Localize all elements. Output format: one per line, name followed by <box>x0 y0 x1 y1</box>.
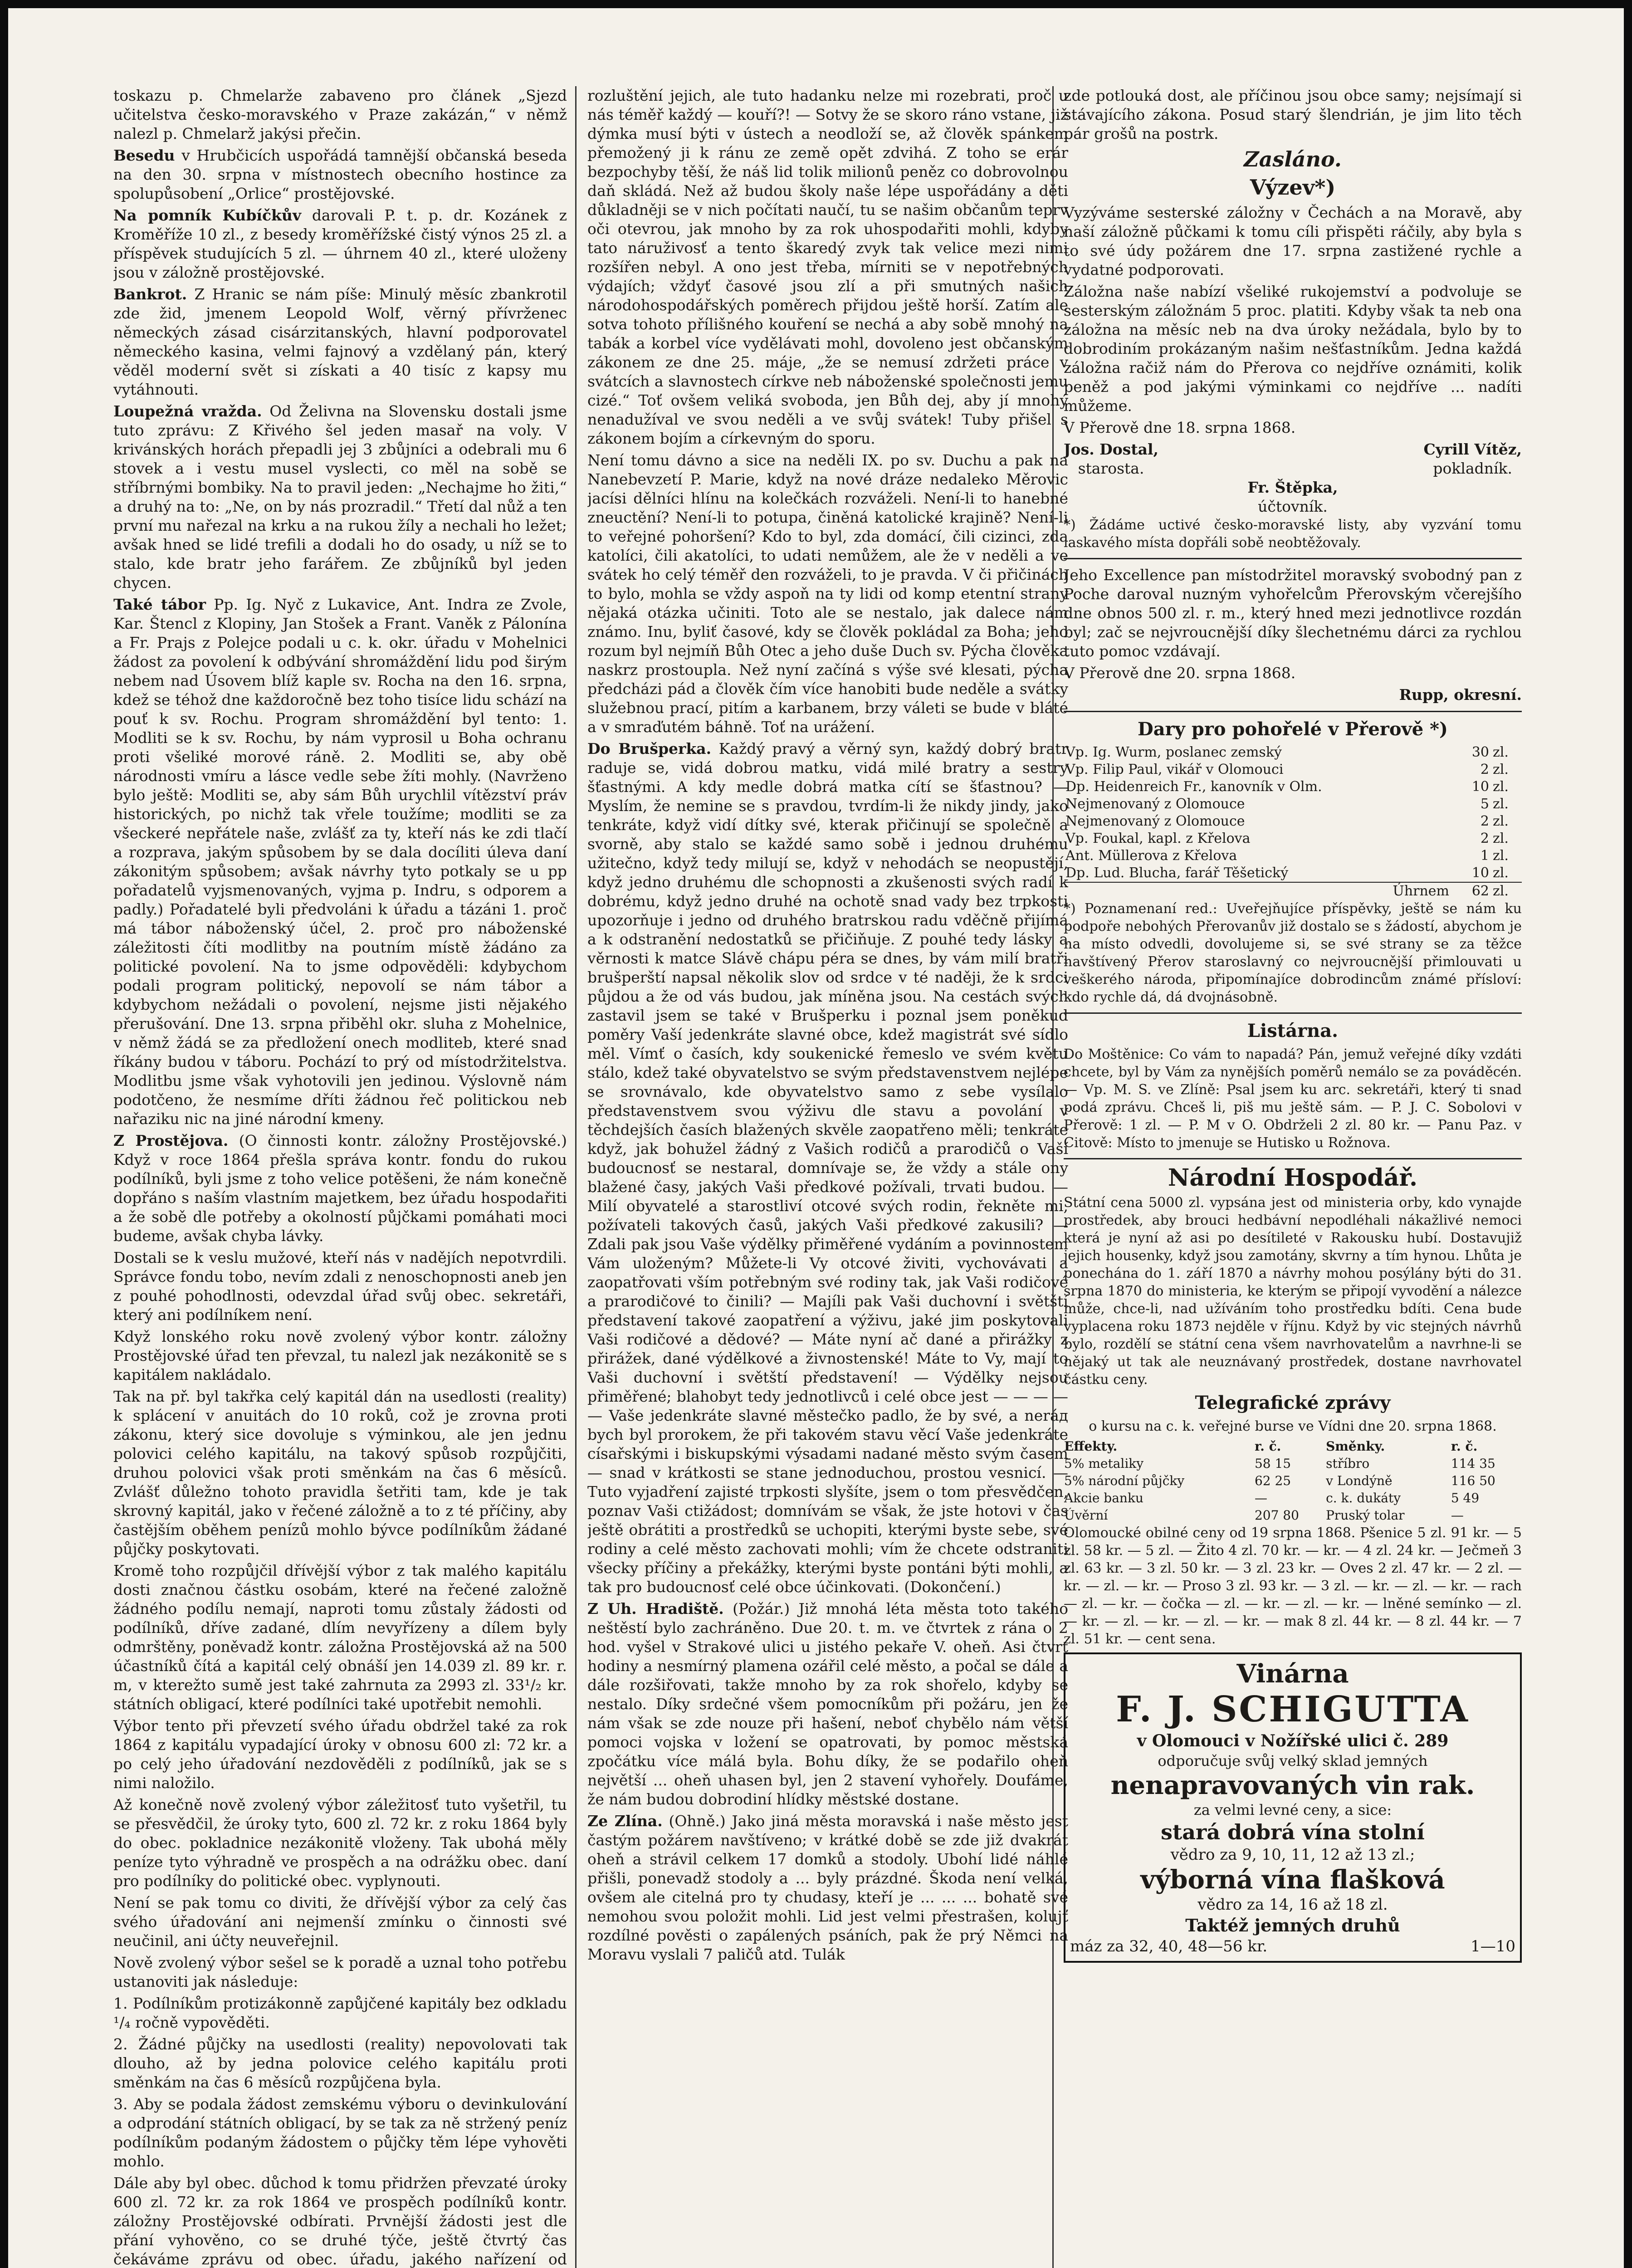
exchange-cell: 207 80 <box>1254 1508 1299 1523</box>
paragraph <box>113 1893 567 1950</box>
donor-unit: zl. <box>1493 744 1509 760</box>
bills-header: Směnky. <box>1326 1439 1385 1454</box>
telegraf-subtitle: o kursu na c. k. veřejné burse ve Vídni dne 20. srpna 1868. <box>1089 1418 1497 1434</box>
exchange-cell: Akcie banku <box>1064 1491 1143 1505</box>
paragraph-heading: Loupežná vražda. <box>113 402 262 420</box>
paragraph <box>587 1812 1068 1964</box>
exchange-cell: Úvěrní <box>1064 1508 1108 1523</box>
sig-left-name: Jos. Dostal, <box>1064 440 1159 458</box>
exchange-cell: 5 49 <box>1451 1491 1480 1505</box>
paragraph-text: rozluštění jejich, ale tuto hadanku nelze mi rozebrati, proč u nás téměř každý — kouří?! — Sotvy že se skoro ráno vstane, již dýmka musí býti v ústech a neodloží se, až člověk spánkem přemožený ji k ránu ze země opět zdvihá. Z toho se erár bezpochyby těší, že náš lid tolik milionů peněz co dobrovolnou daň skládá. Než až budou školy naše lépe uspořádány a děti důkladněji se v nich počítati naučí, tu se našim občanům teprv oči otevrou, jak mnoho by za rok uhospodařiti mohli, kdyby tato náruživosť a tento škaredý zvyk tak velice mezi nimi rozšířen nebyl. A ono jest třeba, mírniti se v nepotřebných výdajích; vždyť časové jsou zlí a při smutných našich národohospodářských poměrech přijdou ještě horší. Zatím ale sotva tohoto přílišného kouření se nechá a aby sobě mnohý na tabák a korbel více vydělávati mohl, dovoleno jest občanským zákonem ze dne 25. máje, „že se nemusí zdržeti práce v svátcích a slavnostech církve neb náboženské společnosti jemu cizé.“ Toť ovšem veliká svoboda, jen Bůh dej, aby jí mnohý nenadužíval ve svou neděli a ve svůj svátek! Tuby přišel s zákonem bojím a církevným do sporu. <box>587 87 1068 447</box>
sig-left-role: starosta. <box>1078 459 1144 477</box>
ad-line-8: Taktéž jemných druhů <box>1185 1915 1400 1936</box>
paragraph-text: Od Želivna na Slovensku dostali jsme tuto zprávu: Z Křivého šel jeden masař na voly. V krivánských horách přepadli jej 3 zbůjníci a odebrali mu 6 stovek a i vestu musel vyslecti, co měl na sobě se stříbrnými bombiky. Na to pravil jeden: „Nechajme ho žiti,“ a druhý na to: „Ne, on by nás prozradil.“ Třetí dal nůž a ten první mu nařezal na krku a na rukou žíly a nechali ho ležet; avšak hned se lidé trefili a dodali ho do osady, u níž se to stalo, kde bratr jeho farářem. Ze zbůjníků byl jeden chycen. <box>113 402 567 591</box>
ad-line-1: odporučuje svůj velký sklad jemných <box>1158 1752 1428 1769</box>
column-2 <box>587 86 1068 2268</box>
paragraph <box>113 146 567 203</box>
paragraph-heading: Besedu <box>113 147 175 164</box>
donor-name: Vp. Ig. Wurm, poslanec zemský <box>1065 744 1282 760</box>
paragraph-heading: Na pomník Kubíčkův <box>113 206 302 224</box>
ad-line-6: výborná vína flašková <box>1140 1865 1445 1895</box>
date-2: V Přerově dne 20. srpna 1868. <box>1064 664 1296 682</box>
excellence-text: Jeho Excellence pan místodržitel moravský svobodný pan z Poche daroval nuzným vyhořelcům Přerovským včerejšího dne obnos 500 zl. r. m., který hned mezi jednotlivce rozdán byl; zač se nejvroucnější díky šlechetnému dárci za rychlou tuto pomoc vzdávají. <box>1064 566 1522 660</box>
ad-number: 1—10 <box>1471 1937 1515 1955</box>
donor-unit: zl. <box>1493 848 1509 864</box>
paragraph <box>113 402 567 592</box>
paragraph-text: (Požár.) Již mnohá léta města toto takého neštěstí bylo zachráněno. Due 20. t. m. ve čtvrtek z rána o 2 hod. vyšel v Strakové ulici u jistého pekaře V. oheň. Asi čtvrt hodiny a nesmírný plamena ozářil celé město, a počal se dále a dále rozšiřovati, takže mnoho by za rok shořelo, kdyby se nestalo. Díky srdečné všem pomocníkům při požáru, jen že nám však se zde nouze při hašení, neboť chybělo nám větší pomoci vojska v ložení se opatrovati, by pomoc městská zpočátku více málá byla. Bohu díky, že se podařilo oheň největší ... oheň uhasen byl, jen 2 stavení vyhořely. Doufáme, že nám budou dobrodiní hlídky městské dostane. <box>587 1600 1068 1808</box>
paragraph <box>113 1327 567 1384</box>
paragraph <box>113 2035 567 2092</box>
donor-amt: 5 <box>1480 796 1489 812</box>
paragraph <box>587 1599 1068 1809</box>
divider <box>1064 711 1522 712</box>
donor-amt: 2 <box>1480 831 1489 846</box>
exchange-row <box>1064 1490 1522 1507</box>
paragraph-text: Nově zvolený výbor sešel se k poradě a uznal toho potřebu ustanoviti jak následuje: <box>113 1954 567 1990</box>
date-1: V Přerově dne 18. srpna 1868. <box>1064 419 1296 436</box>
paragraph-heading: Také tábor <box>113 596 206 613</box>
exchange-cell: 5% národní půjčky <box>1064 1473 1185 1488</box>
dary-heading: Dary pro pohořelé v Přerově *) <box>1138 719 1448 740</box>
paragraph-heading: Z Uh. Hradiště. <box>587 1600 724 1618</box>
exchange-table <box>1064 1438 1522 1524</box>
vyzev-text-2: Záložna naše nabízí všeliké rukojemství a podvoluje se sesterským záložnám 5 proc. platiti. Kdyby však ta neb ona záložna na měsíc neb na dva úroky nežádala, bylo by to dobrodiním prokázaným našim nešťastníkům. Jedna každá záložna račiž nám do Přerova co nejdříve oznámiti, kolik peněž a pod jakými výminkami co nejdříve ... nadíti můžeme. <box>1064 283 1522 415</box>
donor-amt: 1 <box>1480 848 1489 864</box>
paragraph-text: Z Hranic se nám píše: Minulý měsíc zbankrotil zde žid, jmenem Leopold Wolf, věrný přívrženec německých zásad cisárzitanských, hlavní podporovatel německého kasina, velmi fajnový a vzdělaný pán, který věděl moderní svět si získati a 40 tisíc z kapsy mu vytáhnouti. <box>113 285 567 398</box>
paragraph-text: darovali P. t. p. dr. Kozánek z Kroměříže 10 zl., z besedy kroměřížské čistý výnos 25 zl. a příspěvek studujících 5 zl. — úhrnem 40 zl., které uloženy jsou v záložně prostějovské. <box>113 206 567 281</box>
donor-unit: zl. <box>1493 831 1509 846</box>
zaslano-heading: Zasláno. <box>1244 147 1342 171</box>
paragraph <box>587 451 1068 737</box>
paragraph-text: Dostali se k veslu mužové, kteří nás v nadějích nepotvrdili. Správce fondu tobo, nevím zdali z nenoschopnosti aneb jen z pouhé pohodlnosti, odevzdal úřad svůj obec. sekretáři, který ani podílníkem není. <box>113 1249 567 1324</box>
paragraph <box>113 1387 567 1559</box>
paragraph-text: Každý pravý a věrný syn, každý dobrý bratr raduje se, vidá dobrou matku, vidá milé bratry a sestry šťastnými. A kdy medle dobrá matka cítí se šťastnou? — Myslím, že nemine se s pravdou, tvrdím-li že nikdy jindy, jako tenkráte, když vidí dítky své, kterak přičinují se společně a svorně, aby stalo se každé samo sobě i jednou druhému užitečno, když tedy milují se, když v nehodách se neopustějí, když jedno druhému dle schopnosti a zkušenosti svých radí k dobrému, když jedno druhé na ochotě snad vady bez trpkosti upozorňuje i jedno od druhého bratrskou radu vděčně přijímá a k odstranění nedostatků se přičiňuje. Z pouhé tedy lásky a věrnosti k matce Slávě chápu péra se dnes, by vám milí bratři brušperští napsal několik slov od srdce v té naději, že k srdci půjdou a že od vás budou, jak míněna jsou. Na cestách svých zastavil jsem se také v Brušperku i poznal jsem poněkud poměry Vaší jedenkráte slavné obce, kdež magistrát své sídlo měl. Vímť o časích, kdy soukenické řemeslo ve svém květu stálo, kdež také obyvatelstvo se svým představenstvem nejlépe se srovnávalo, kde obyvatelstvo samo z sebe vysílalo představenstvem svou výživu dle stavu a povolání v těchdejších časích blažených skvěle zaopatřeno měli; tenkráte když, jak bohužel žádný z Vašich rodičů a prarodičů o Vaší budoucnosť se nestaral, domnívaje se, že vždy a stále ony blažené časy, jakých Vaši předkové požívali, trvati budou. — Milí obyvatelé a starostliví otcové svých rodin, řekněte mi, požívateli takových časů, jakých Vaši předkové zakusili? — Zdali pak jsou Vaše výdělky přiměřené vydáním a povinnostem Vám uloženým? Můžete-li Vy otcové živiti, vychovávati a zaopatřovati vším potřebným své rodiny tak, jak Vaši rodičové a prarodičové to činili? — Majíli pak Vaši duchovní i světští představení takové zaopatření a výživu, jaké jim poskytovali Vaši rodičové a dědové? — Máte nyní ač dané a přirážky z přirážek, dané výdělkové a živnostenské! Máte to Vy, mají to Vaši duchovní i světští představení! — Výdělky nejsou přiměřené; blahobyt tedy jednotlivců i celé obce jest — — — — — Vaše jedenkráte slavné městečko padlo, že by své, a neráд bych byl prorokem, že při takovém stavu věcí Vaše jedenkráte císařskými i biskupskými výsadami nadané město svým časem — snad v krátkosti se stane jednoduchou, prostou vesnicí. — Tuto vyjadření zajisté trpkosti slyšíte, jsem o tom přesvědčen, poznav Vaši ctižádost; domnívám se však, že jste hotovi v čas ještě obrátiti a prostředků se uchopiti, kterými byste sebe, své rodiny a celé město zachovati mohli; vím že chcete odstraniti všecky příčiny a překážky, kterými byste pontáni býti mohli, a tak pro budoucnosť celé obce účinkovati. (Dokončení.) <box>587 740 1068 1596</box>
sig-right-role: pokladník. <box>1433 459 1513 477</box>
paragraph-heading: Z Prostějova. <box>113 1132 229 1149</box>
paragraph-text: 1. Podílníkům protizákonně zapůjčené kapitály bez odkladu ¹/₄ ročně vypověděti. <box>113 1994 567 2031</box>
donor-unit: zl. <box>1493 779 1509 795</box>
donor-name: Ant. Müllerova z Křelova <box>1065 848 1237 864</box>
paragraph-text: (O činnosti kontr. záložny Prostějovské.) Když v roce 1864 přešla správa kontr. fondu do rukou podílníků, byli jsme z toho velice potěšeni, že nám konečně dopřáno s naším vlastním majetkem, bez úřadu hospodařiti a že sobě dle potřeby a okolností půjčkami pomáhati moci budeme, avšak chyba lávky. <box>113 1132 567 1245</box>
donor-name: Vp. Filip Paul, vikář v Olomouci <box>1065 762 1284 777</box>
paragraph <box>587 86 1068 448</box>
paragraph <box>113 595 567 1129</box>
column-1 <box>113 86 567 2268</box>
donor-name: Nejmenovaný z Olomouce <box>1065 813 1245 829</box>
paragraph-text: Výbor tento při převzetí svého úřadu obdržel také za rok 1864 z kapitálu vypadající úroky v obnosu 600 zl: 72 kr. a po celý jeho úřadování nezdověděli z podílníků, jak se s nimi naložilo. <box>113 1717 567 1792</box>
sig-rupp: Rupp, okresní. <box>1399 686 1522 704</box>
paragraph <box>113 1131 567 1246</box>
donor-name: Dp. Heidenreich Fr., kanovník v Olm. <box>1065 779 1322 795</box>
column-3 <box>1064 86 1522 2268</box>
ad-name: F. J. SCHIGUTTA <box>1116 1689 1470 1730</box>
ad-line-3: za velmi levné ceny, a sice: <box>1193 1801 1392 1818</box>
donors-table <box>1064 744 1522 882</box>
signatures <box>1064 440 1522 478</box>
exchange-cell: 62 25 <box>1254 1473 1291 1488</box>
paragraph <box>113 2174 567 2268</box>
donor-amt: 10 <box>1471 865 1489 881</box>
exchange-cell: 116 50 <box>1451 1473 1495 1488</box>
vyzev-heading: Výzev*) <box>1250 175 1336 200</box>
donor-row <box>1064 761 1522 778</box>
donor-unit: zl. <box>1493 865 1509 881</box>
donor-row <box>1064 830 1522 847</box>
divider <box>1064 1158 1522 1159</box>
paragraph <box>113 1561 567 1714</box>
exchange-cell: stříbro <box>1326 1456 1370 1471</box>
paragraph <box>113 1716 567 1793</box>
vyzev-text: Vyzýváme sesterské záložny v Čechách a na Moravě, aby naší záložně půčkami k tomu cíli přispěti ráčily, aby byla s to své údy požárem dne 17. srpna zastižené rychle a vydatné podporovati. <box>1064 204 1522 279</box>
column-separator <box>575 86 577 2268</box>
donor-amt: 2 <box>1480 762 1489 777</box>
donor-row <box>1064 813 1522 830</box>
paragraph-heading: Do Brušperka. <box>587 740 712 758</box>
exchange-row <box>1064 1455 1522 1472</box>
exchange-cell: 58 15 <box>1254 1456 1291 1471</box>
paragraph-text: Dále aby byl obec. důchod k tomu přidržen převzaté úroky 600 zl. 72 kr. za rok 1864 ve prospěch podílníků kontr. záložny Prostějovské odbírati. Prvnější žádosti jest dle přání vyhověno, co se druhé týče, ještě čtvrtý čas čekáváme zprávu od obec. úřadu, jakého nařízení od <box>113 2174 567 2268</box>
ad-line-4: stará dobrá vína stolní <box>1161 1820 1425 1844</box>
listarna-heading: Listárna. <box>1247 1020 1339 1041</box>
paragraph-text: Tak na př. byl takřka celý kapitál dán na usedlosti (reality) k splácení v anuitách do 10 roků, což je zrovna proti zákonu, který sice dovoluje s výminkou, ale jen jednu polovici celého kapitálu, na takový spůsob rozpůjčiti, druhou polovici však proti směnkám na čas 6 měsíců. Zvlášť důležno tohoto pravidla šetřiti tam, kde je tak skrovný kapitál, jako v řečené záložně a to z té příčiny, aby častějším oběhem penízů mohlo bývce podílníkům žádané půjčky poskytovati. <box>113 1388 567 1558</box>
effects-header: Effekty. <box>1064 1439 1118 1454</box>
divider <box>1064 558 1522 559</box>
paragraph-text: v Hrubčicích uspořádá tamnější občanská beseda na den 30. srpna v místnostech obecního hostince za spolupůsobení „Orlice“ prostějovské. <box>113 147 567 202</box>
sig-mid-name: Fr. Štěpka, <box>1247 479 1338 496</box>
donor-row <box>1064 778 1522 796</box>
paragraph <box>113 1795 567 1891</box>
paragraph <box>113 206 567 282</box>
paragraph-heading: Bankrot. <box>113 285 187 303</box>
exchange-cell: 5% metaliky <box>1064 1456 1144 1471</box>
paragraph-text: Pp. Ig. Nyč z Lukavice, Ant. Indra ze Zvole, Kar. Štencl z Klopiny, Jan Stošek a Frant. Vaněk z Pálonína a Fr. Prajs z Polejce podali u c. k. okr. úřadu v Mohelnici žádost za povolení k odbývání shromáždění lidu pod širým nebem nad Úsovem blíž kaple sv. Rocha na den 16. srpna, kdež se téhož dne každoročně bez toho tisíce lidu schází na pouť k sv. Rochu. Program shromáždění byl tento: 1. Modliti se k sv. Rochu, by nám vyprosil u Boha ochranu proti všeliké morové ráně. 2. Modliti se, aby obě národnosti vmíru a lásce vedle sebe žíti mohly. (Navrženo bylo ještě: Modliti se, aby sám Bůh urychlil vítězství práv historických, po nichž tak vřele toužíme; modliti se za všeckeré nepřátele naše, zvlášť za ty, kteří nás ke zdi tlačí a rozprava, jakým spůsobem by se dala docíliti úleva daní zákonitým spůsobem; avšak návrhy tyto potkaly se u pp pořadatelů vyjsmenovaných, vyjma p. Indru, s odporem a padly.) Pořadatelé byli předvoláni k úřadu a tázáni 1. proč má tábor náboženský účel, 2. proč pro náboženské záležitosti číti modlitby na poutním místě žádáno za politické povolení. Na to jsme odpověděli: kdybychom podali program politický, nepovolí se nám tábor a kdybychom nežádali o povolení, nejsme jisti nějakého přerušování. Dne 13. srpna přiběhl okr. sluha z Mohelnice, v němž žádá se za předložení onech modliteb, které snad říkány budou v táboru. Pochází to prý od místodržitelstva. Modlitbu jsme však vyhotovili jen jedinou. Výslovně nám podotčeno, že nesmíme dříti žádnou řeč politickou neb nařaziku nic na jiné národní kmeny. <box>113 596 567 1128</box>
exchange-row <box>1064 1472 1522 1490</box>
donor-row <box>1064 744 1522 761</box>
donor-unit: zl. <box>1493 796 1509 812</box>
exchange-cell: v Londýně <box>1326 1473 1393 1488</box>
donor-amt: 30 <box>1471 744 1489 760</box>
paragraph <box>113 285 567 399</box>
ad-line-7: vědro za 14, 16 až 18 zl. <box>1197 1896 1388 1914</box>
ad-line-2: nenapravovaných vin rak. <box>1110 1770 1475 1800</box>
donor-row <box>1064 796 1522 813</box>
paragraph <box>113 1248 567 1325</box>
donor-unit: zl. <box>1493 813 1509 829</box>
paragraph-heading: Ze Zlína. <box>587 1812 663 1830</box>
hospodar-text: Státní cena 5000 zl. vypsána jest od ministeria orby, kdo vynajde prostředek, aby brouci hedbávní nepodléhali nákažlivé nemoci která je nyní až asi po desítileté v Rakousku hubí. Dostavujiž jejich housenky, když jsou zamotány, skvrny a tím hynou. Lhůta je ponechána do 1. září 1870 a návrhy mohou posýlány býti do 31. srpna 1870 do ministeria, ke kterým se připojí vyvodění a nálezce může, chce-li, nad užíváním toho prostředku bdíti. Cena bude vyplacena roku 1873 nejděle v říjnu. Když by vic stejných návrhů bylo, rozdělí se státní cena všem navrhovatelům a navrhne-li se nějaký ut tak ale neuznávaný prostředek, dostane navrhovatel částku ceny. <box>1064 1195 1522 1388</box>
ad-title: Vinárna <box>1236 1659 1349 1689</box>
footnote-2: *) Poznamenaní red.: Uveřejňujíce příspěvky, ještě se nám ku podpoře nebohých Přerovanův již dostalo se s žádostí, abychom je na místo odvedli, dovolujeme si, se své strany se za těžce navštívený Přerov staroslavný co nejvroucnější přimlouvati u veškerého národa, připomínajíce dobrodincům známé přísloví: kdo rychle dá, dá dvojnásobně. <box>1064 901 1522 1005</box>
exchange-cell: Pruský tolar <box>1326 1508 1405 1523</box>
divider <box>1064 1012 1522 1014</box>
donor-name: Nejmenovaný z Olomouce <box>1065 796 1245 812</box>
paragraph-text: Kromě toho rozpůjčil dřívější výbor z tak malého kapitálu dosti značnou částku osobám, které na řečené založně žádného podílu nemají, naproti tomu zůstaly žádosti od podílníků, dříve zadané, dlím nevyřízeny a dílem byly odmrštěny, poněvadž kontr. záložna Prostějovská až na 500 účastníků čítá a kapitál celý obnáší jen 14.039 zl. 89 kr. r. m, v kterežto sumě jest také zahrnuta za 2993 zl. 33¹/₂ kr. státních obligací, které podílníci také upotřebit nemohli. <box>113 1562 567 1713</box>
ad-location: v Olomouci v Nožířské ulici č. 289 <box>1137 1731 1449 1750</box>
paragraph <box>113 1994 567 2032</box>
telegraf-heading: Telegrafické zprávy <box>1195 1392 1391 1413</box>
ad-line-5: vědro za 9, 10, 11, 12 až 13 zl.; <box>1170 1846 1415 1864</box>
paragraph-text: Není se pak tomu co diviti, že dřívější výbor za celý čas svého úřadování ani nejmenší zmínku o činnosti své neučinil, ani účty neuveřejnil. <box>113 1894 567 1950</box>
effects-unit: r. č. <box>1254 1439 1281 1454</box>
grain-prices: Olomoucké obilné ceny od 19 srpna 1868. Pšenice 5 zl. 91 kr. — 5 zl. 58 kr. — 5 zl. — Žito 4 zl. 70 kr. — kr. — 4 zl. 24 kr. — Ječmeň 3 zl. 63 kr. — 3 zl. 50 kr. — 3 zl. 23 kr. — Oves 2 zl. 47 kr. — 2 zl. — kr. — zl. — kr. — Proso 3 zl. 93 kr. — 3 zl. — kr. — zl. — kr. — rach — zl. — kr. — čočka — zl. — kr. — zl. — kr. — lněné semínko — zl. — kr. — zl. — kr. — zl. — kr. — mak 8 zl. 44 kr. — 8 zl. 44 kr. — 7 zl. 51 kr. — cent sena. <box>1064 1525 1522 1647</box>
donor-unit: zl. <box>1493 762 1509 777</box>
paragraph-text: Až konečně nově zvolený výbor záležitosť tuto vyšetřil, tu se přesvědčil, že úroky tyto, 600 zl. 72 kr. z roku 1864 byly do obec. pokladnice nezákonitě vloženy. Tak ubohá měly peníze tyto výhradně ve prospěch a na odrážku obec. daní pro podílníky do politické obec. vyplynouti. <box>113 1796 567 1890</box>
paragraph <box>113 86 567 143</box>
paragraph-text: 3. Aby se podala žádost zemskému výboru o devinkulování a odprodání státních obligací, by se tak za ně stržený peníz podílníkům podaným žádostem o půjčky těm lépe vyhověti mohlo. <box>113 2095 567 2170</box>
sig-mid-role: účtovník. <box>1258 498 1328 515</box>
total-label: Úhrnem <box>1393 883 1449 899</box>
paragraph <box>113 2095 567 2171</box>
ad-line-9: máz za 32, 40, 48—56 kr. <box>1070 1937 1268 1955</box>
paragraph-text: Není tomu dávno a sice na neděli IX. po sv. Duchu a pak na Nanebevzetí P. Marie, když na nové dráze nedaleko Měrovic jacísi dělníci hlínu na kolečkách rozváželi. Není-li to hanebné zneuctění? Není-li to potupa, činěná katolické krajině? Není-li to veřejné pohoršení? Kdo to byl, zda domácí, čili cizinci, zda katolíci, čili akatolíci, to udati nemůžem, ale že v neděli a ve svátek ho celý téměř den rozváželi, to je pravda. V či přičinách to bylo, mohla se vždy aspoň na ty lidi od komp etentní strany nějaká otázka učiniti. Toto ale se nestalo, jak dalece nám známo. Inu, byliť časové, kdy se člověk pokládal za Boha; jeho rozum byl nejmíň Bůh Otec a jeho duše Duch sv. Pýcha člověka naskrz prostoupla. Než nyní začíná s výše své klesati, pýcha předcházi pád a člověk čím více hanobiti bude neděle a svátky služebnou prací, pitím a karbanem, brzy váleti se bude v bláté a v smraďutém báhně. Toť na urážení. <box>587 451 1068 736</box>
bills-unit: r. č. <box>1451 1439 1478 1454</box>
donor-amt: 2 <box>1480 813 1489 829</box>
donor-name: Dp. Lud. Blucha, farář Těšetický <box>1065 865 1289 881</box>
paragraph-text: 2. Žádné půjčky na usedlosti (reality) nepovolovati tak dlouho, až by jedna polovice celého kapitálu proti směnkám na čas 6 měsíců rozpůjčena byla. <box>113 2035 567 2091</box>
donor-name: Vp. Foukal, kapl. z Křelova <box>1065 831 1251 846</box>
sig-right-name: Cyrill Vítěz, <box>1423 440 1522 458</box>
paragraph <box>113 1953 567 1991</box>
donor-row <box>1064 847 1522 865</box>
exchange-cell: 114 35 <box>1451 1456 1495 1471</box>
total-amount: 62 <box>1471 883 1489 899</box>
exchange-cell: c. k. dukáty <box>1326 1491 1401 1505</box>
exchange-row <box>1064 1507 1522 1524</box>
paragraph-text: Když lonského roku nově zvolený výbor kontr. záložny Prostějovské úřad ten převzal, tu nalezl jak nezákonitě se s kapitálem nakládalo. <box>113 1328 567 1383</box>
exchange-cell: — <box>1451 1508 1464 1523</box>
footnote-1: *) Žádáme uctivé česko-moravské listy, aby vyzvání tomu laskavého místa dopřáli sobě neobtěžovaly. <box>1064 517 1522 551</box>
donors-total <box>1064 882 1522 900</box>
exchange-cell: — <box>1254 1491 1267 1505</box>
paragraph-text: (Ohně.) Jako jiná města moravská i naše město jest častým požárem navštíveno; v krátké době se zde již dvakrát oheň a strávil celkem 17 domků a stodoly. Ubohí lidé náhlé přišli, ponevadž stodoly a ... byly prázdné. Škoda není velká, ovšem ale citelná pro ty chudasy, kteří je ... ... ... bohatě své nemohou svou položit mohli. Lid jest velmi přestrašen, kolujť rozdílné pověsti o zapálených psáních, pak že prý Němci na Moravu vyslali 7 paličů atd. Tulák <box>587 1812 1068 1963</box>
total-unit: zl. <box>1493 883 1509 899</box>
donor-row <box>1064 865 1522 882</box>
hospodar-heading: Národní Hospodář. <box>1168 1164 1418 1192</box>
donor-amt: 10 <box>1471 779 1489 795</box>
listarna-text: Do Moštěnice: Co vám to napadá? Pán, jemuž veřejné díky vzdáti chcete, byl by Vám za nynějších poměrů nemálo se za pováděcén. — Vp. M. S. ve Zlíně: Psal jsem ku arc. sekretáři, který ti snad podá zprávu. Chceš li, piš mu ještě sám. — P. J. C. Sobolovi v Přerově: 1 zl. — P. M v O. Obdrželi 2 zl. 80 kr. — Panu Paz. v Citově: Místo to jmenuje se Hutisko u Rožnova. <box>1064 1046 1522 1151</box>
paragraph-text: toskazu p. Chmelarže zabaveno pro článek „Sjezd učitelstva česko-moravského v Praze zakázán,“ v němž nalezl p. Chmelarž jakýsi přečin. <box>113 87 567 142</box>
advertisement <box>1064 1652 1522 1963</box>
intro-text: zde potlouká dost, ale příčinou jsou obce samy; nejsímají si stávajícího zákona. Posud starý šlendrián, je jim lito těch pár grošů na postrk. <box>1064 87 1522 142</box>
paragraph <box>587 739 1068 1597</box>
